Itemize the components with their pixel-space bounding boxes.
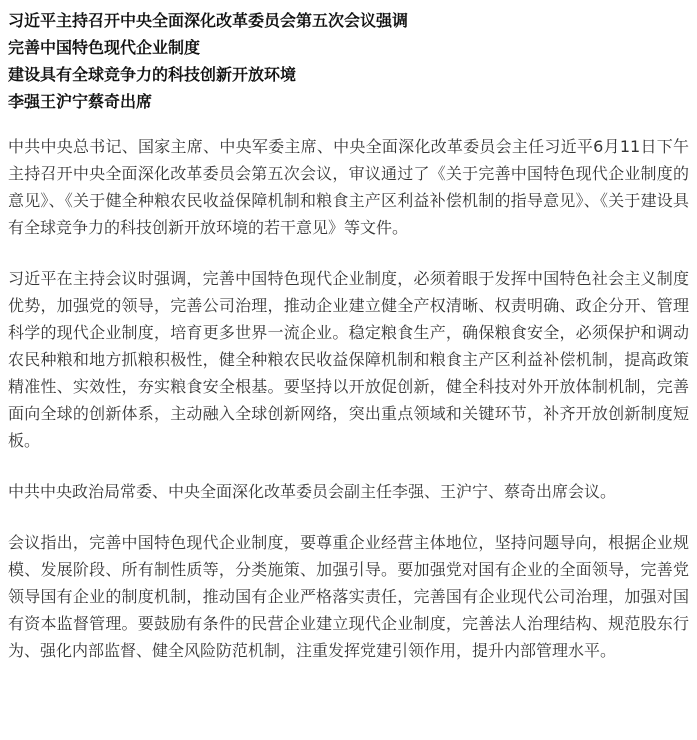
headline-line: 完善中国特色现代企业制度 — [8, 38, 201, 57]
paragraph-attendees: 中共中央政治局常委、中央全面深化改革委员会副主任李强、王沪宁、蔡奇出席会议。 — [8, 482, 617, 501]
paragraph-meeting-summary: 中共中央总书记、国家主席、中央军委主席、中央全面深化改革委员会主任习近平6月11日下午主持召开中央全面深化改革委员会第五次会议，审议通过了《关于完善中国特色现代企业制度的意见》、《关于健全种粮农民收益保障机制和粮食主产区利益补偿机制的指导意见》、《关于建设具有全球竞争力的科技创新开放环境的若干意见》等文件。 — [8, 137, 689, 237]
headline-line: 李强王沪宁蔡奇出席 — [8, 92, 153, 111]
headline — [8, 7, 689, 115]
paragraph-enterprise-system: 会议指出，完善中国特色现代企业制度，要尊重企业经营主体地位，坚持问题导向，根据企业规模、发展阶段、所有制性质等，分类施策、加强引导。要加强党对国有企业的全面领导，完善党领导国有企业的制度机制，推动国有企业严格落实责任，完善国有企业现代公司治理，加强对国有资本监督管理。要鼓励有条件的民营企业建立现代企业制度，完善法人治理结构、规范股东行为、强化内部监督、健全风险防范机制，注重发挥党建引领作用，提升内部管理水平。 — [8, 533, 689, 660]
headline-line: 建设具有全球竞争力的科技创新开放环境 — [8, 65, 297, 84]
headline-line: 习近平主持召开中央全面深化改革委员会第五次会议强调 — [8, 11, 409, 30]
paragraph-xi-remarks: 习近平在主持会议时强调，完善中国特色现代企业制度，必须着眼于发挥中国特色社会主义制度优势，加强党的领导，完善公司治理，推动企业建立健全产权清晰、权责明确、政企分开、管理科学的现代企业制度，培育更多世界一流企业。稳定粮食生产，确保粮食安全，必须保护和调动农民种粮和地方抓粮积极性，健全种粮农民收益保障机制和粮食主产区利益补偿机制，提高政策精准性、实效性，夯实粮食安全根基。要坚持以开放促创新，健全科技对外开放体制机制，完善面向全球的创新体系，主动融入全球创新网络，突出重点领域和关键环节，补齐开放创新制度短板。 — [8, 269, 689, 450]
